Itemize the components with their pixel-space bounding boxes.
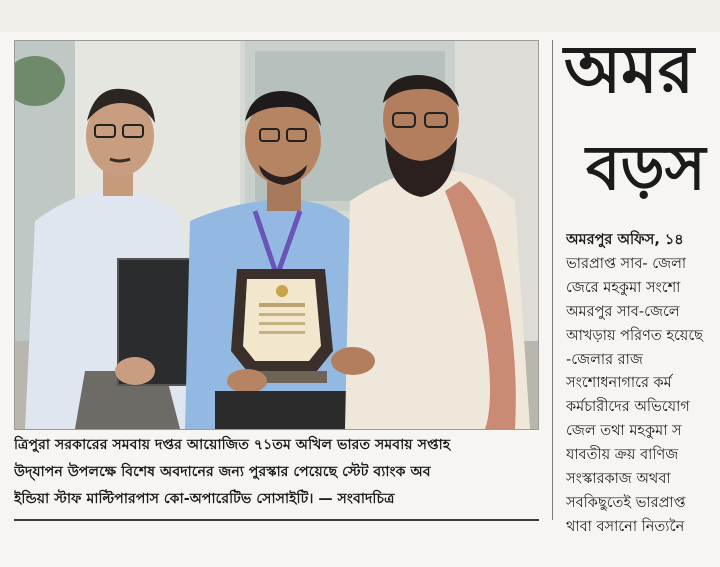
article-body-line: সংস্কারকাজ অথবা: [566, 471, 671, 488]
column-divider: [552, 40, 553, 520]
article-body-line: সবকিছুতেই ভারপ্রাপ্ত: [566, 494, 686, 511]
caption-line: ইন্ডিয়া স্টাফ মাল্টিপারপাস কো-অপারেটিভ সোসাইটি। — সংবাদচিত্র: [14, 491, 395, 507]
article-headline-line2: বড়স: [586, 131, 706, 204]
article-body-line: অমরপুর সাব-জেলে: [566, 303, 680, 320]
article-body-line: সংশোধনাগারে কর্ম: [566, 375, 672, 392]
photo-caption: [14, 432, 539, 513]
article-body-line: জেরে মহকুমা সংশো: [566, 279, 681, 296]
top-margin-band: [0, 0, 720, 32]
article-body-line: আখড়ায় পরিণত হয়েছে: [566, 327, 703, 344]
article-body-line: যাবতীয় ক্রয় বাণিজ: [566, 447, 679, 464]
article-body-line: থাবা বসানো নিত্যনৈ: [566, 518, 685, 535]
photo-illustration: [15, 41, 538, 429]
bottom-rule: [14, 519, 539, 521]
caption-line: উদ্‌যাপন উপলক্ষে বিশেষ অবদানের জন্য পুরস্কার পেয়েছে স্টেট ব্যাংক অব: [14, 464, 431, 480]
news-photo: [14, 40, 539, 430]
article-headline-line1: অমর: [564, 31, 695, 108]
article-body-line: ভারপ্রাপ্ত সাব- জেলা: [566, 255, 687, 272]
article-body-line: জেল তথা মহকুমা স: [566, 423, 682, 440]
article-dateline: অমরপুর অফিস, ১৪: [566, 232, 684, 248]
caption-line: ত্রিপুরা সরকারের সমবায় দপ্তর আয়োজিত ৭১তম অখিল ভারত সমবায় সপ্তাহ: [14, 437, 451, 453]
article-body-line: কর্মচারীদের অভিযোগ: [566, 399, 690, 416]
article-body-line: -জেলার রাজ: [566, 351, 643, 368]
article-body: [566, 229, 720, 540]
